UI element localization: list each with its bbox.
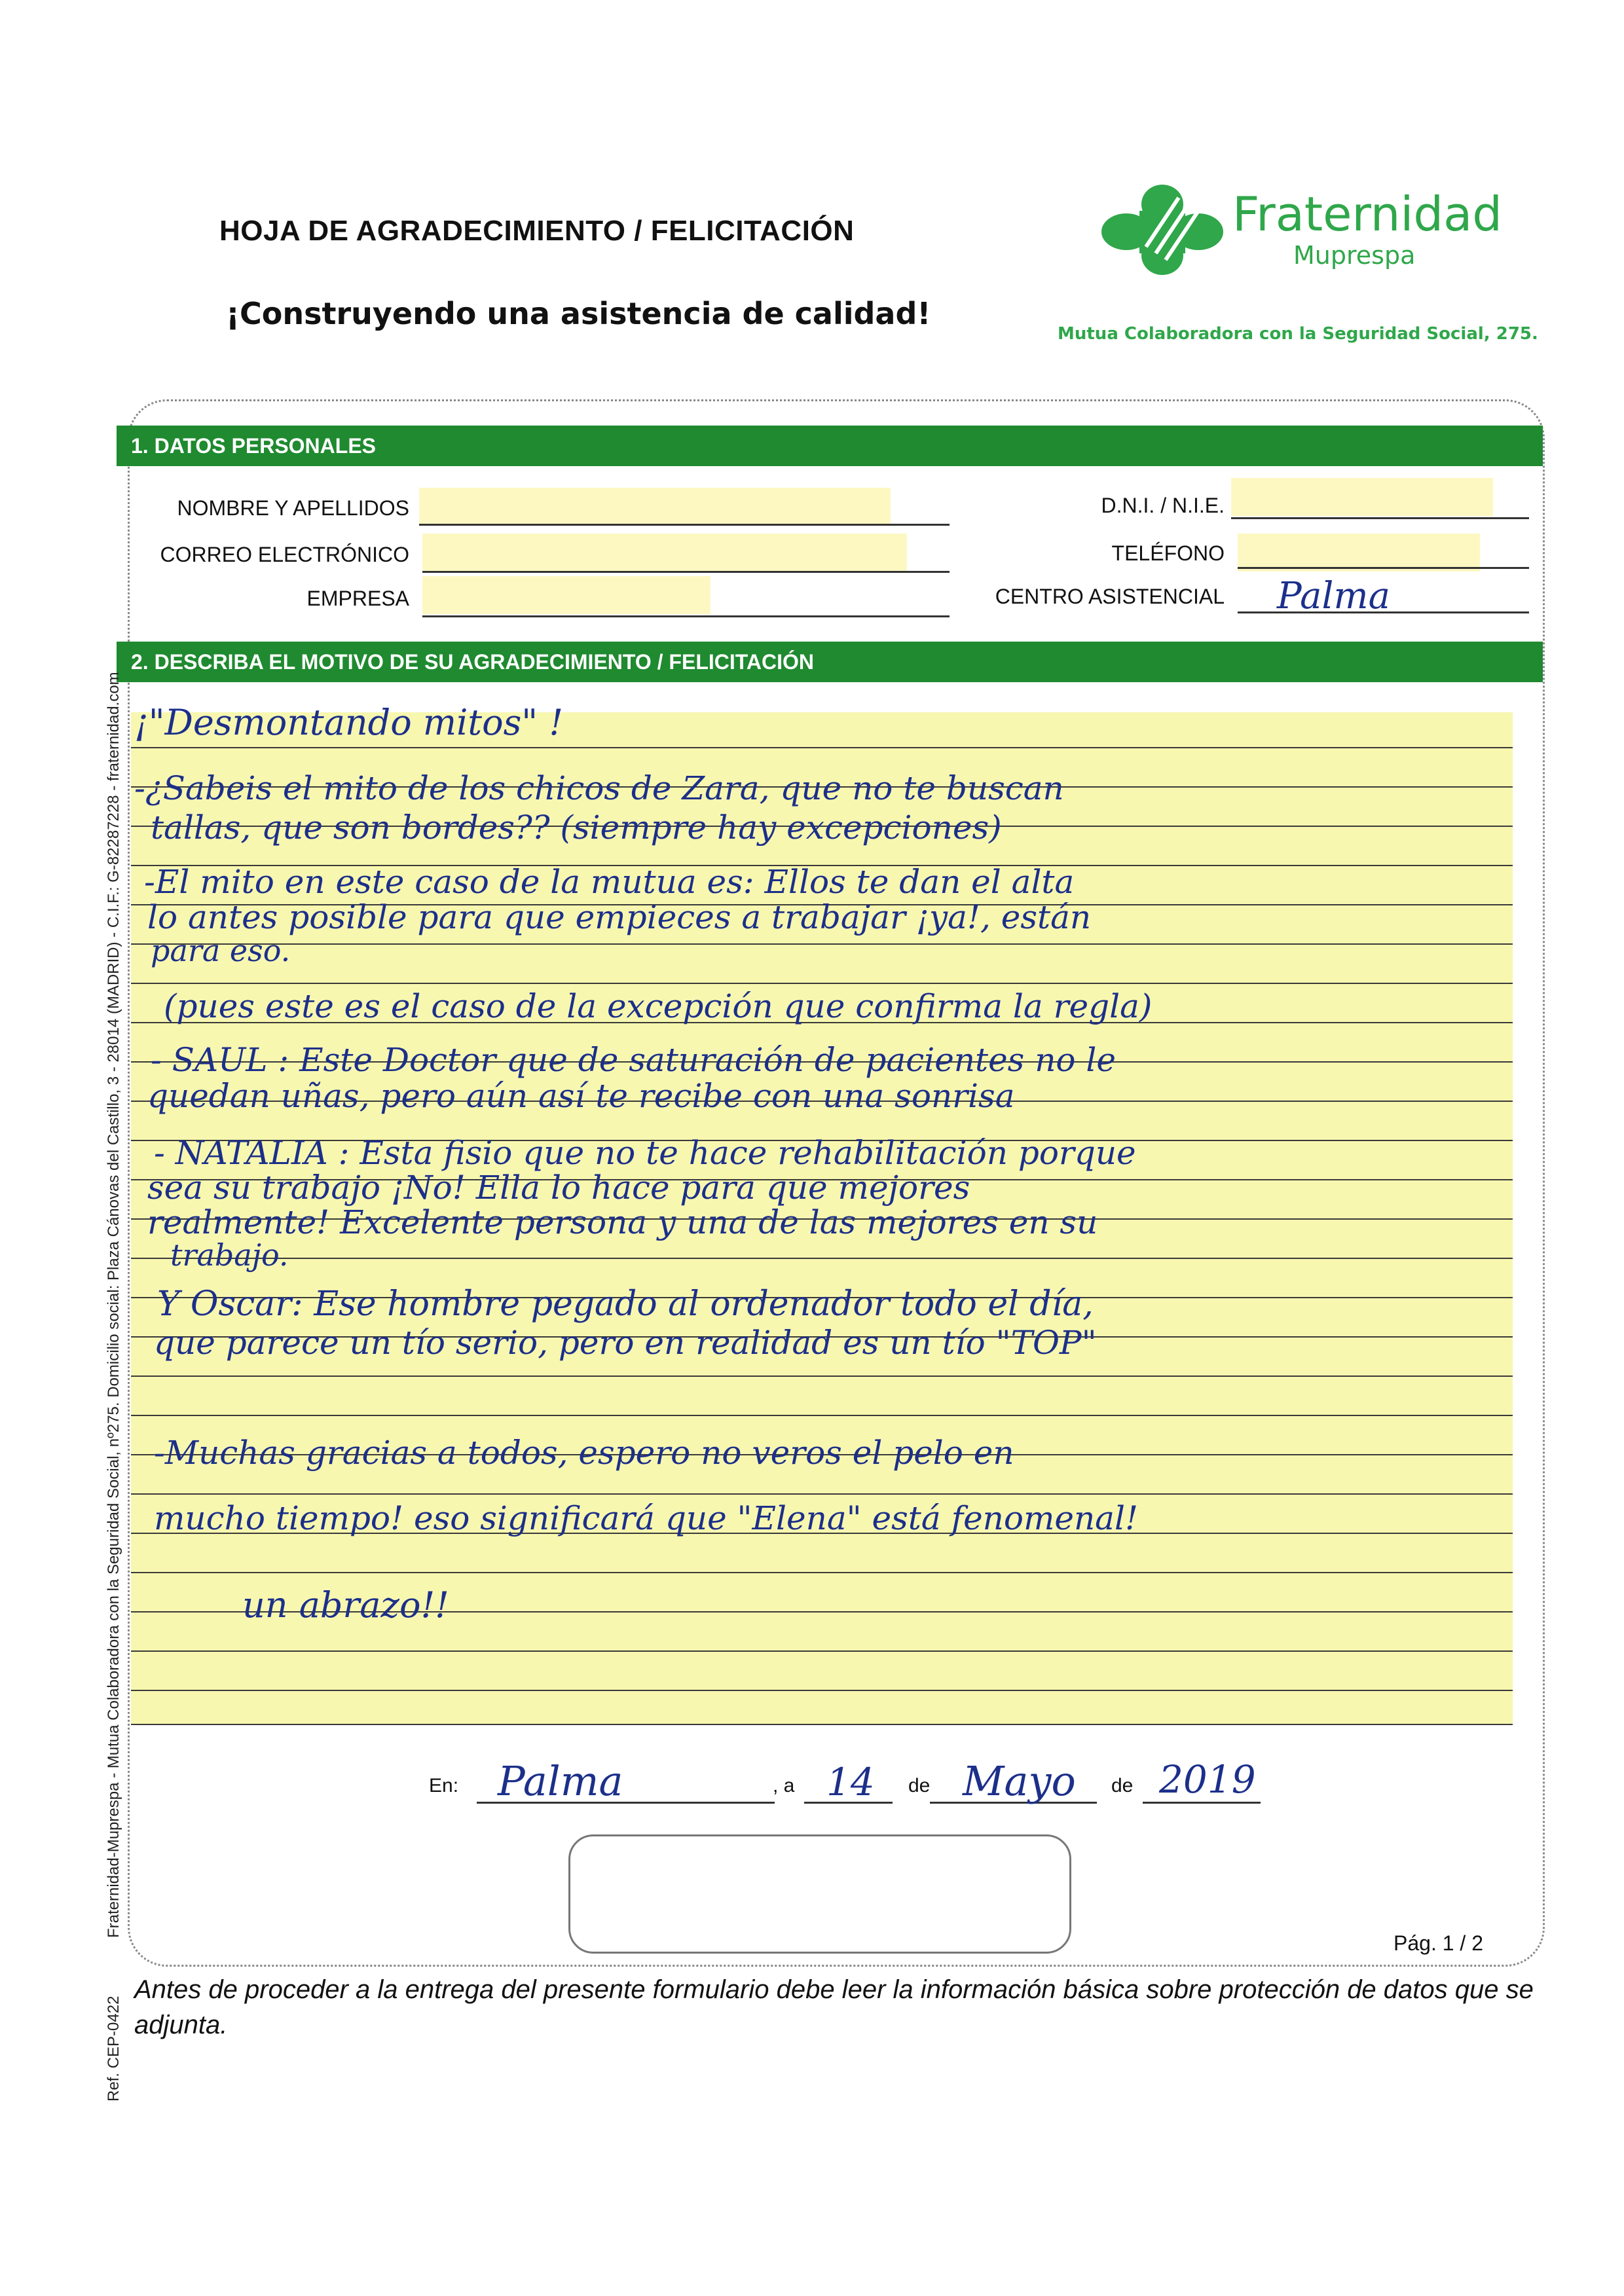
place-label: En: bbox=[429, 1775, 459, 1796]
ruled-line bbox=[131, 1690, 1513, 1691]
ruled-line bbox=[131, 1415, 1513, 1416]
handwritten-line: para eso. bbox=[151, 933, 291, 968]
ruled-line bbox=[131, 1376, 1513, 1377]
name-field[interactable] bbox=[419, 524, 950, 526]
center-label: CENTRO ASISTENCIAL bbox=[995, 585, 1225, 608]
name-redaction bbox=[419, 488, 891, 526]
ruled-line bbox=[131, 983, 1513, 984]
logo-subname: Muprespa bbox=[1293, 241, 1416, 270]
logo-name: Fraternidad bbox=[1232, 187, 1502, 242]
document-subtitle: ¡Construyendo una asistencia de calidad! bbox=[226, 296, 931, 331]
month-value: Mayo bbox=[963, 1757, 1076, 1805]
dni-redaction bbox=[1231, 478, 1493, 516]
document-title: HOJA DE AGRADECIMIENTO / FELICITACIÓN bbox=[219, 215, 855, 247]
email-label: CORREO ELECTRÓNICO bbox=[160, 543, 409, 566]
phone-label: TELÉFONO bbox=[1111, 541, 1225, 565]
year-label: de bbox=[1111, 1775, 1134, 1796]
company-field[interactable] bbox=[422, 615, 950, 617]
logo-tagline: Mutua Colaboradora con la Seguridad Social, 275. bbox=[1058, 324, 1538, 344]
dni-field[interactable] bbox=[1231, 517, 1529, 519]
handwritten-line: ¡"Desmontando mitos" ! bbox=[134, 702, 564, 743]
side-legal-text: Fraternidad-Muprespa - Mutua Colaboradora con la Seguridad Social, nº275. Domicilio social: Plaza Cánovas del Castillo, 3 - 28014 (MADRID) - C.I.F.: G-82287228 - fraternidad.com bbox=[105, 672, 122, 1938]
ruled-line bbox=[131, 1724, 1513, 1725]
handwritten-line: -El mito en este caso de la mutua es: Ellos te dan el alta bbox=[144, 863, 1075, 901]
handwritten-line: mucho tiempo! eso significará que "Elena" está fenomenal! bbox=[154, 1499, 1139, 1537]
ruled-line bbox=[131, 747, 1513, 748]
handwritten-line: (pues este es el caso de la excepción que confirma la regla) bbox=[164, 987, 1153, 1025]
handwritten-line: lo antes posible para que empieces a trabajar ¡ya!, están bbox=[147, 898, 1092, 936]
name-label: NOMBRE Y APELLIDOS bbox=[177, 496, 409, 520]
center-value: Palma bbox=[1277, 575, 1390, 617]
handwritten-line: -Muchas gracias a todos, espero no veros el pelo en bbox=[154, 1434, 1014, 1472]
handwritten-line: un abrazo!! bbox=[242, 1584, 449, 1626]
handwritten-line: quedan uñas, pero aún así te recibe con una sonrisa bbox=[147, 1077, 1015, 1115]
ruled-line bbox=[131, 1493, 1513, 1495]
ruled-line bbox=[131, 1258, 1513, 1259]
place-value: Palma bbox=[498, 1757, 623, 1805]
dni-label: D.N.I. / N.I.E. bbox=[1101, 494, 1225, 517]
section-reason-header: 2. DESCRIBA EL MOTIVO DE SU AGRADECIMIENTO / FELICITACIÓN bbox=[117, 642, 1543, 682]
phone-redaction bbox=[1238, 534, 1480, 572]
handwritten-line: - SAUL : Este Doctor que de saturación de pacientes no le bbox=[151, 1041, 1116, 1079]
day-label: , a bbox=[773, 1775, 795, 1796]
handwritten-line: -¿Sabeis el mito de los chicos de Zara, que no te buscan bbox=[134, 769, 1064, 807]
data-protection-note: Antes de proceder a la entrega del presente formulario debe leer la información básica sobre protección de datos que se adjunta. bbox=[134, 1975, 1534, 2039]
handwritten-line: realmente! Excelente persona y una de las mejores en su bbox=[147, 1203, 1098, 1241]
handwritten-line: tallas, que son bordes?? (siempre hay excepciones) bbox=[151, 809, 1002, 847]
phone-field[interactable] bbox=[1238, 567, 1529, 569]
ruled-line bbox=[131, 1572, 1513, 1573]
month-label: de bbox=[908, 1775, 931, 1796]
email-field[interactable] bbox=[422, 571, 950, 573]
handwritten-line: trabajo. bbox=[170, 1237, 289, 1273]
company-label: EMPRESA bbox=[306, 587, 409, 610]
day-value: 14 bbox=[826, 1760, 875, 1804]
year-value: 2019 bbox=[1159, 1757, 1256, 1802]
ruled-line bbox=[131, 943, 1513, 945]
fraternidad-logo-icon bbox=[1100, 185, 1225, 276]
handwritten-line: sea su trabajo ¡No! Ella lo hace para que mejores bbox=[147, 1169, 970, 1207]
handwritten-line: que parece un tío serio, pero en realidad es un tío "TOP" bbox=[154, 1324, 1097, 1362]
signature-box[interactable] bbox=[568, 1834, 1071, 1954]
ruled-line bbox=[131, 1650, 1513, 1652]
year-field[interactable] bbox=[1143, 1802, 1261, 1804]
email-redaction bbox=[422, 534, 907, 572]
section-personal-data-header: 1. DATOS PERSONALES bbox=[117, 426, 1543, 466]
page-number: Pág. 1 / 2 bbox=[1393, 1931, 1483, 1955]
company-redaction bbox=[422, 576, 710, 614]
form-reference: Ref. CEP-0422 bbox=[105, 1995, 122, 2102]
handwritten-line: Y Oscar: Ese hombre pegado al ordenador todo el día, bbox=[157, 1285, 1094, 1324]
handwritten-line: - NATALIA : Esta fisio que no te hace rehabilitación porque bbox=[154, 1134, 1136, 1172]
